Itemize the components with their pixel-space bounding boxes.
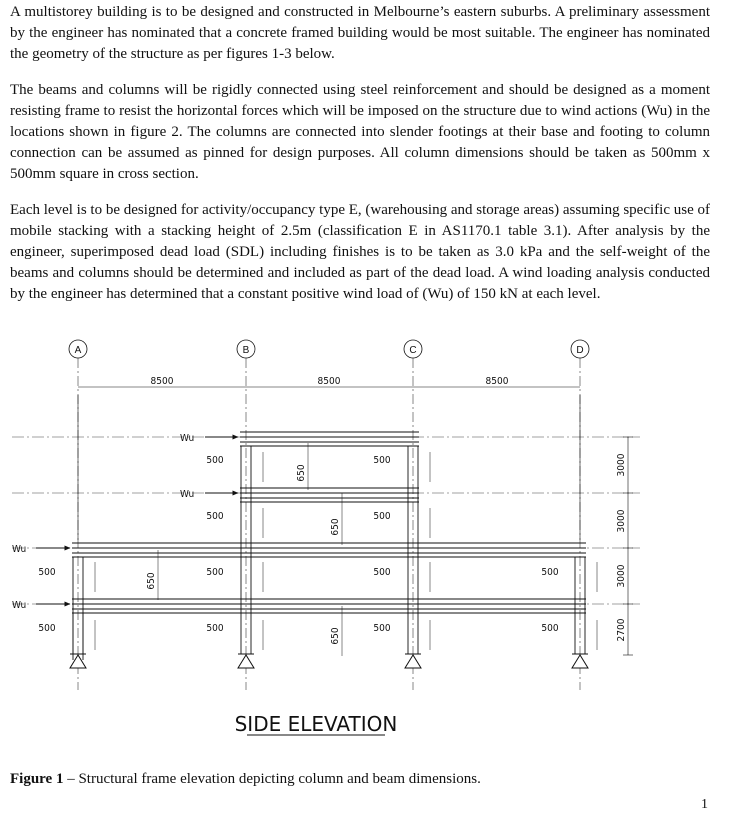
- span-dimension-line: [78, 387, 580, 540]
- col-width-label: 500: [541, 567, 559, 578]
- drawing-title: SIDE ELEVATION: [234, 712, 398, 736]
- col-width-label: 500: [38, 567, 56, 578]
- wind-label-3: Wu: [180, 489, 195, 500]
- col-width-label: 500: [373, 567, 391, 578]
- beam-level-3: [240, 488, 419, 502]
- column-b: [241, 446, 251, 654]
- beam-depth-label: 650: [146, 572, 157, 590]
- figure-caption: [10, 771, 481, 788]
- grid-label-a: A: [74, 345, 82, 356]
- beam-depth-label: 650: [296, 464, 307, 482]
- beam-depth-label: 650: [330, 627, 341, 645]
- col-width-label: 500: [38, 623, 56, 634]
- figure-caption-text: – Structural frame elevation depicting column and beam dimensions.: [63, 771, 481, 787]
- pin-support-c: [405, 654, 421, 668]
- col-width-label: 500: [206, 511, 224, 522]
- bay-width-cd: 8500: [485, 376, 509, 387]
- grid-label-b: B: [242, 345, 250, 356]
- col-width-label: 500: [373, 455, 391, 466]
- col-width-label: 500: [206, 455, 224, 466]
- beam-level-2: [72, 543, 586, 557]
- pin-support-d: [572, 654, 588, 668]
- storey-height-3: 3000: [616, 509, 627, 533]
- pin-support-a: [70, 654, 86, 668]
- figure-label: Figure 1: [10, 771, 64, 787]
- intro-paragraph: A multistorey building is to be designed and constructed in Melbourne’s eastern suburbs. A preliminary assessment by the engineer has nominated that a concrete framed building would be most suitable. The engineer has nominated the geometry of the structure as per figures 1-3 below.: [10, 4, 710, 62]
- storey-height-4: 3000: [616, 453, 627, 477]
- storey-height-2: 3000: [616, 564, 627, 588]
- col-width-label: 500: [541, 623, 559, 634]
- beam-level-1: [72, 599, 586, 613]
- frame-paragraph: The beams and columns will be rigidly connected using steel reinforcement and should be designed as a moment resisting frame to resist the horizontal forces which will be imposed on the structure due to wind actions (Wu) in the locations shown in figure 2. The columns are connected into slender footings at their base and footing to column connection can be assumed as pinned for design purposes. All column dimensions should be taken as 500mm x 500mm square in cross section.: [10, 82, 710, 182]
- page-number: 1: [701, 797, 708, 812]
- storey-height-1: 2700: [616, 618, 627, 642]
- beam-level-4: [240, 432, 419, 446]
- beam-depth-label: 650: [330, 518, 341, 536]
- col-width-label: 500: [206, 567, 224, 578]
- column-c: [408, 446, 418, 654]
- wind-label-1: Wu: [12, 600, 27, 611]
- bay-width-bc: 8500: [317, 376, 341, 387]
- pin-support-b: [238, 654, 254, 668]
- wind-label-4: Wu: [180, 433, 195, 444]
- grid-line-b: [237, 340, 255, 690]
- grid-line-c: [404, 340, 422, 690]
- grid-label-c: C: [409, 345, 417, 356]
- col-width-label: 500: [373, 511, 391, 522]
- col-width-label: 500: [373, 623, 391, 634]
- loading-paragraph: Each level is to be designed for activity/occupancy type E, (warehousing and storage areas) assuming specific use of mobile stacking with a stacking height of 2.5m (classification E in AS1170.1 table 3.1). After analysis by the engineer, superimposed dead load (SDL) including finishes is to be taken as 3.0 kPa and the self-weight of the beams and columns should be determined and included as part of the dead load. A wind loading analysis conducted by the engineer has determined that a constant positive wind load of (Wu) of 150 kN at each level.: [10, 202, 710, 302]
- col-width-label: 500: [206, 623, 224, 634]
- bay-width-ab: 8500: [150, 376, 174, 387]
- grid-label-d: D: [576, 345, 584, 356]
- wind-label-2: Wu: [12, 544, 27, 555]
- side-elevation-drawing: [0, 330, 745, 740]
